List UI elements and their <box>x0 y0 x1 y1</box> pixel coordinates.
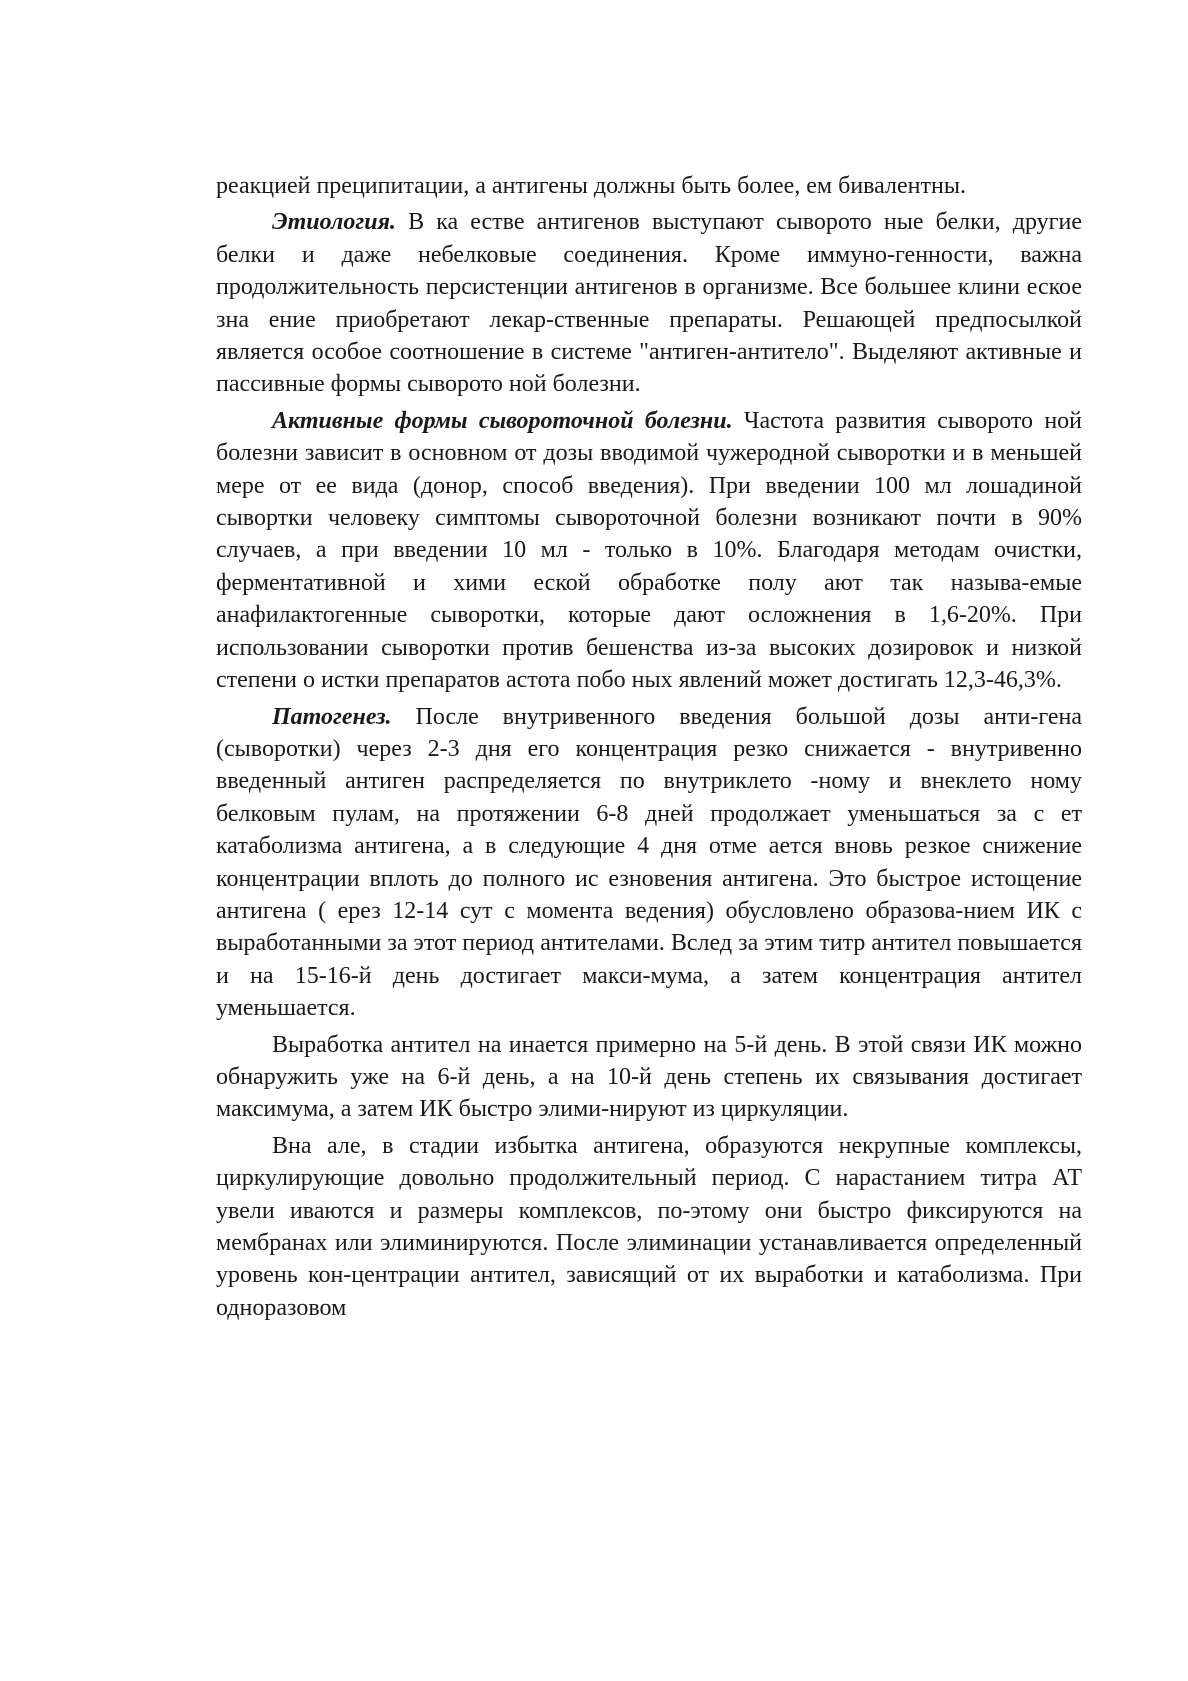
paragraph-active-forms <box>216 405 1082 697</box>
paragraph-body: Выработка антител на инается примерно на 5-й день. В этой связи ИК можно обнаружить уже на 6-й день, а на 10-й день степень их связывания достигает максимума, а затем ИК быстро элими-нируют из циркуляции. <box>216 1031 1082 1123</box>
paragraph-body: Частота развития сыворото ной болезни зависит в основном от дозы вводимой чужеродной сыворотки и в меньшей мере от ее вида (донор, способ введения). При введении 100 мл лошадиной сывортки человеку симптомы сывороточной болезни возникают почти в 90% случаев, а при введении 10 мл - только в 10%. Благодаря методам очистки, ферментативной и хими еской обработке полу ают так называ-емые анафилактогенные сыворотки, которые дают осложнения в 1,6-20%. При использовании сыворотки против бешенства из-за высоких дозировок и низкой степени о истки препаратов астота побо ных явлений может достигать 12,3-46,3%. <box>216 407 1083 694</box>
paragraph-heading: Патогенез. <box>272 703 392 730</box>
paragraph-heading: Этиология. <box>272 209 396 236</box>
paragraph-etiology <box>216 206 1082 400</box>
paragraph-antibody-production <box>216 1029 1082 1126</box>
paragraph-body: После внутривенного введения большой дозы анти-гена (сыворотки) через 2-3 дня его концентрация резко снижается - внутривенно введенный антиген распределяется по внутриклето -ному и внеклето ному белковым пулам, на протяжении 6-8 дней продолжает уменьшаться за с ет катаболизма антигена, а в следующие 4 дня отме ается вновь резкое снижение концентрации вплоть до полного ис езновения антигена. Это быстрое истощение антигена ( ерез 12-14 сут с момента ведения) обусловлено образова-нием ИК с выработанными за этот период антителами. Вслед за этим титр антител повышается и на 15-16-й день достигает макси-мума, а затем концентрация антител уменьшается. <box>216 703 1082 1022</box>
paragraph-body: В ка естве антигенов выступают сыворото ные белки, другие белки и даже небелковые соединения. Кроме иммуно-генности, важна продолжительность персистенции антигенов в организме. Все большее клини еское зна ение приобретают лекар-ственные препараты. Решающей предпосылкой является особое соотношение в системе "антиген-антитело". Выделяют активные и пассивные формы сыворото ной болезни. <box>216 209 1082 398</box>
paragraph-body: Вна але, в стадии избытка антигена, образуются некрупные комплексы, циркулирующие довольно продолжительный период. С нарастанием титра АТ увели иваются и размеры комплексов, по-этому они быстро фиксируются на мембранах или элиминируются. После элиминации устанавливается определенный уровень кон-центрации антител, зависящий от их выработки и катаболизма. При одноразовом <box>216 1132 1082 1321</box>
paragraph-complexes <box>216 1130 1082 1324</box>
paragraph-body: реакцией преципитации, а антигены должны быть более, ем бивалентны. <box>216 173 966 199</box>
paragraph-heading: Активные формы сывороточной болезни. <box>272 407 733 434</box>
paragraph-pathogenesis <box>216 701 1082 1025</box>
paragraph-continuation <box>216 170 1082 202</box>
body-text <box>216 170 1082 1328</box>
